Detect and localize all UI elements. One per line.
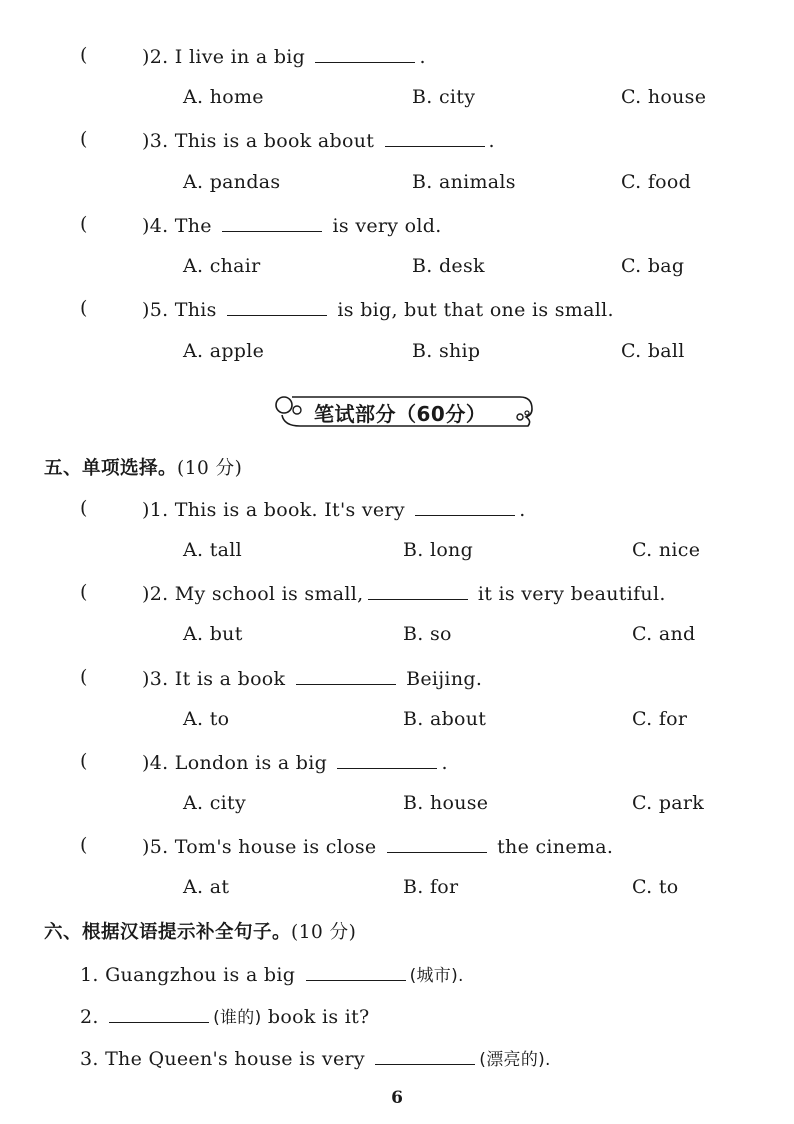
option-b[interactable]: B. so — [403, 623, 452, 645]
page-number: 6 — [391, 1088, 403, 1108]
answer-blank[interactable] — [415, 497, 515, 516]
answer-bracket-open[interactable]: ( — [80, 666, 88, 688]
answer-blank[interactable] — [315, 44, 415, 63]
option-b[interactable]: B. ship — [412, 340, 481, 362]
banner-title: 笔试部分（60分） — [314, 402, 487, 426]
answer-bracket-open[interactable]: ( — [80, 128, 88, 150]
option-a[interactable]: A. pandas — [183, 171, 281, 193]
option-b[interactable]: B. long — [403, 539, 474, 561]
answer-blank[interactable] — [337, 750, 437, 769]
answer-blank[interactable] — [109, 1004, 209, 1023]
option-c[interactable]: C. to — [632, 876, 679, 898]
answer-blank[interactable] — [306, 962, 406, 981]
section-5-heading: 五、单项选择。(10 分) — [44, 458, 243, 479]
option-c[interactable]: C. for — [632, 708, 688, 730]
option-c[interactable]: C. and — [632, 623, 696, 645]
option-c[interactable]: C. house — [621, 86, 707, 108]
section-6-heading: 六、根据汉语提示补全句子。(10 分) — [44, 922, 357, 943]
written-part-banner — [270, 393, 538, 431]
answer-bracket-open[interactable]: ( — [80, 834, 88, 856]
question-stem: )2. I live in a big . — [142, 46, 426, 68]
option-b[interactable]: B. animals — [412, 171, 516, 193]
option-c[interactable]: C. park — [632, 792, 705, 814]
question-stem: )5. This is big, but that one is small. — [142, 299, 614, 321]
option-b[interactable]: B. for — [403, 876, 459, 898]
question-stem: )3. This is a book about . — [142, 130, 495, 152]
option-a[interactable]: A. at — [183, 876, 230, 898]
answer-blank[interactable] — [227, 297, 327, 316]
answer-bracket-open[interactable]: ( — [80, 213, 88, 235]
answer-bracket-open[interactable]: ( — [80, 297, 88, 319]
option-b[interactable]: B. desk — [412, 255, 485, 277]
option-a[interactable]: A. city — [183, 792, 246, 814]
fill-sentence: 1. Guangzhou is a big (城市). — [80, 964, 464, 986]
answer-blank[interactable] — [385, 128, 485, 147]
question-stem: )1. This is a book. It's very . — [142, 499, 526, 521]
answer-blank[interactable] — [368, 581, 468, 600]
fill-sentence: 2. (谁的) book is it? — [80, 1006, 370, 1028]
answer-blank[interactable] — [222, 213, 322, 232]
answer-bracket-open[interactable]: ( — [80, 497, 88, 519]
question-stem: )2. My school is small, it is very beautiful. — [142, 583, 666, 605]
option-a[interactable]: A. apple — [183, 340, 265, 362]
option-a[interactable]: A. tall — [183, 539, 243, 561]
question-stem: )5. Tom's house is close the cinema. — [142, 836, 614, 858]
option-b[interactable]: B. city — [412, 86, 476, 108]
option-a[interactable]: A. to — [183, 708, 230, 730]
answer-bracket-open[interactable]: ( — [80, 581, 88, 603]
option-c[interactable]: C. nice — [632, 539, 701, 561]
answer-bracket-open[interactable]: ( — [80, 750, 88, 772]
fill-sentence: 3. The Queen's house is very (漂亮的). — [80, 1048, 551, 1070]
option-c[interactable]: C. food — [621, 171, 692, 193]
question-stem: )3. It is a book Beijing. — [142, 668, 483, 690]
option-a[interactable]: A. home — [183, 86, 264, 108]
question-stem: )4. London is a big . — [142, 752, 448, 774]
question-stem: )4. The is very old. — [142, 215, 442, 237]
option-b[interactable]: B. about — [403, 708, 487, 730]
option-a[interactable]: A. chair — [183, 255, 261, 277]
option-c[interactable]: C. ball — [621, 340, 685, 362]
answer-blank[interactable] — [296, 666, 396, 685]
answer-blank[interactable] — [387, 834, 487, 853]
answer-bracket-open[interactable]: ( — [80, 44, 88, 66]
option-c[interactable]: C. bag — [621, 255, 685, 277]
option-b[interactable]: B. house — [403, 792, 489, 814]
answer-blank[interactable] — [375, 1046, 475, 1065]
option-a[interactable]: A. but — [183, 623, 243, 645]
